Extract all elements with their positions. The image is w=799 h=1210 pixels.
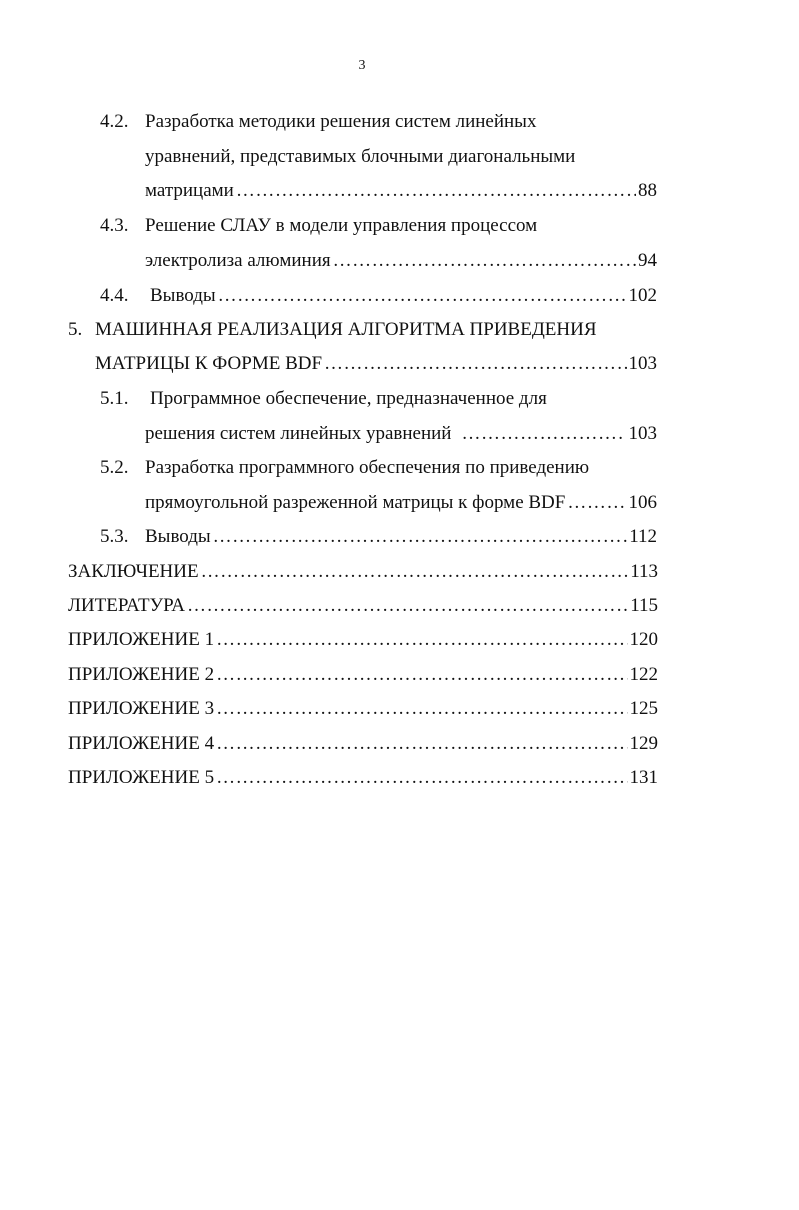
dot-leader (216, 732, 627, 756)
toc-leader-line (145, 491, 657, 515)
toc-entry-title-line: ПРИЛОЖЕНИЕ 2 (68, 664, 215, 685)
toc-leader-line (95, 352, 657, 376)
toc-page-number: 129 (629, 733, 658, 754)
toc-page-number: 88 (638, 180, 657, 201)
dot-leader (216, 697, 627, 721)
page-number: 3 (358, 58, 366, 73)
toc-entry-title-line: матрицами (145, 180, 234, 201)
dot-leader (216, 766, 627, 790)
dot-leader (213, 525, 628, 549)
toc-entry-title-line: уравнений, представимых блочными диагональными (145, 146, 576, 167)
toc-entry-number: 5.2. (100, 457, 129, 478)
toc-entry-title-line: Программное обеспечение, предназначенное для (150, 388, 547, 409)
toc-entry-title-line: Решение СЛАУ в модели управления процессом (145, 215, 538, 236)
toc-leader-line (145, 249, 657, 273)
toc-leader-line (145, 525, 657, 549)
dot-leader (567, 491, 626, 515)
dot-leader (216, 628, 627, 652)
toc-entry-title-line: Выводы (150, 285, 216, 306)
toc-entry-title-line: ЛИТЕРАТУРА (68, 595, 185, 616)
toc-entry-title-line: МАШИННАЯ РЕАЛИЗАЦИЯ АЛГОРИТМА ПРИВЕДЕНИЯ (95, 319, 597, 340)
toc-entry-title-line: Разработка методики решения систем линейных (145, 111, 537, 132)
toc-entry-number: 5.3. (100, 526, 129, 547)
toc-entry-title-line: ПРИЛОЖЕНИЕ 1 (68, 629, 215, 650)
dot-leader (324, 352, 626, 376)
toc-page-number: 115 (630, 595, 658, 616)
toc-entry-appendix-2 (68, 663, 658, 687)
toc-entry-appendix-1 (68, 628, 658, 652)
toc-entry-number: 4.4. (100, 285, 129, 306)
toc-page-number: 94 (638, 250, 657, 271)
dot-leader (333, 249, 636, 273)
toc-page-number: 106 (628, 492, 657, 513)
toc-page-number: 125 (629, 698, 658, 719)
toc-entry-title-line: решения систем линейных уравнений (145, 423, 452, 444)
toc-entry-title-line: ПРИЛОЖЕНИЕ 5 (68, 767, 215, 788)
toc-leader-line (145, 179, 657, 203)
toc-entry-appendix-5 (68, 766, 658, 790)
toc-entry-title-line: ЗАКЛЮЧЕНИЕ (68, 561, 199, 582)
toc-entry-appendix-3 (68, 697, 658, 721)
toc-page-number: 131 (629, 767, 658, 788)
toc-entry-title-line: Разработка программного обеспечения по приведению (145, 457, 590, 478)
toc-page-number: 102 (628, 285, 657, 306)
toc-entry-number: 4.2. (100, 111, 129, 132)
toc-entry-title-line: Выводы (145, 526, 211, 547)
toc-leader-line (145, 422, 657, 446)
toc-entry-title-line: прямоугольной разреженной матрицы к форме BDF (145, 492, 566, 513)
toc-entry-title-line: ПРИЛОЖЕНИЕ 4 (68, 733, 215, 754)
toc-entry-number: 5. (68, 319, 83, 340)
dot-leader (187, 594, 628, 618)
dot-leader (236, 179, 636, 203)
toc-leader-line (150, 284, 657, 308)
toc-page-number: 122 (629, 664, 658, 685)
toc-entry-literature (68, 594, 658, 618)
dot-leader (461, 422, 622, 446)
toc-page-number: 103 (628, 423, 657, 444)
toc-entry-title-line: ПРИЛОЖЕНИЕ 3 (68, 698, 215, 719)
dot-leader (218, 284, 627, 308)
toc-page-number: 120 (629, 629, 658, 650)
toc-entry-title-line: электролиза алюминия (145, 250, 331, 271)
dot-leader (216, 663, 627, 687)
toc-page-number: 103 (628, 353, 657, 374)
toc-entry-conclusion (68, 560, 658, 584)
toc-entry-title-line: МАТРИЦЫ К ФОРМЕ BDF (95, 353, 323, 374)
toc-entry-number: 4.3. (100, 215, 129, 236)
dot-leader (201, 560, 629, 584)
toc-page-number: 113 (630, 561, 658, 582)
toc-entry-number: 5.1. (100, 388, 129, 409)
toc-page-number: 112 (629, 526, 657, 547)
toc-entry-appendix-4 (68, 732, 658, 756)
